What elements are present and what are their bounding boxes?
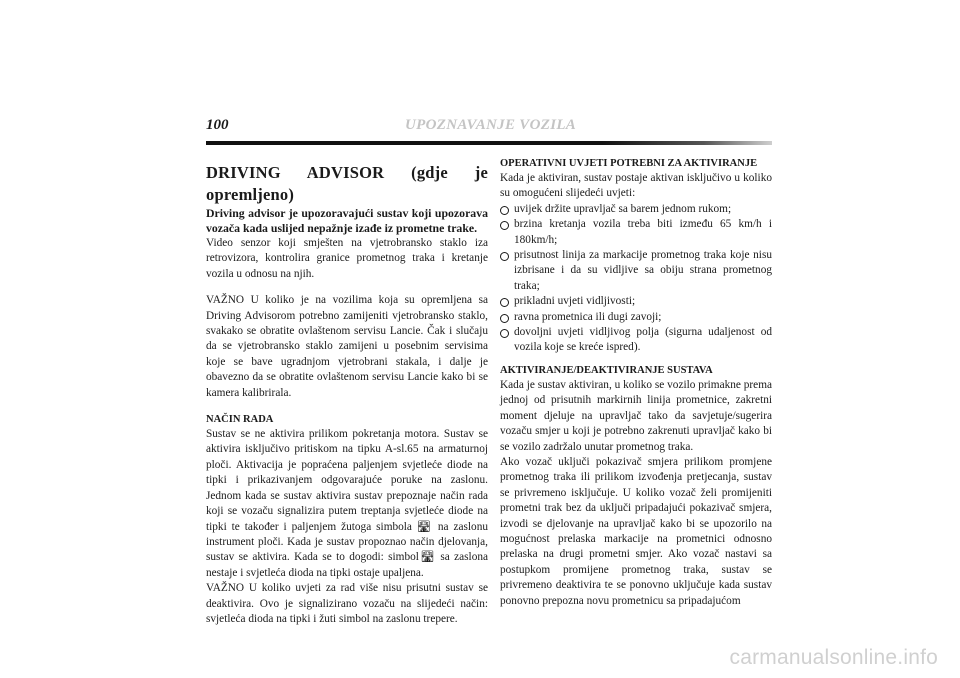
left-column bbox=[206, 162, 488, 627]
bullet-circle-icon bbox=[500, 314, 509, 323]
list-item: brzina kretanja vozila treba biti između 65 km/h i 180km/h; bbox=[500, 217, 772, 248]
right-column bbox=[500, 156, 772, 609]
requirements-intro: Kada je aktiviran, sustav postaje aktivan isključivo u koliko su omogućeni slijedeći uvjeti: bbox=[500, 172, 772, 200]
list-item: uvijek držite upravljač sa barem jednom rukom; bbox=[500, 202, 772, 217]
important-note: VAŽNO U koliko je na vozilima koja su opremljena sa Driving Advisorom potrebno zamijeniti vjetrobransko staklo, svakako se obratite ovlaštenom servisu Lancie. Čak i slučaju da se vjetrobransko staklo zamijeni u posebnim servisima koje se bave ugradnjom vjetrobrani stakala, i dalje je obavezno da se obratite ovlaštenom servisu Lancie kako bi se kamera kalibrirala. bbox=[206, 294, 488, 399]
intro-paragraph: Video senzor koji smješten na vjetrobransko staklo iza retrovizora, kontrolira granice prometnog traka i kretanje vozila u odnosu na njih. bbox=[206, 237, 488, 280]
bullet-circle-icon bbox=[500, 206, 509, 215]
lane-symbol-icon: 🛣︎ bbox=[418, 551, 436, 564]
bullet-circle-icon bbox=[500, 298, 509, 307]
list-item: prisutnost linija za markacije prometnog traka koje nisu izbrisane i da su vidljive sa obiju strana prometnog traka; bbox=[500, 248, 772, 294]
lead-paragraph: Driving advisor je upozoravajući sustav koji upozorava vozača kada uslijed nepažnje izađe iz prometne trake. bbox=[206, 206, 488, 235]
toggle-paragraph-a: Kada je sustav aktiviran, u koliko se vozilo primakne prema jednoj od prisutnih markirnih linija prometnice, zakretni moment djeluje na upravljač tako da savjetuje/sugerira vozaču smjer u koji je potrebno zakrenuti upravljač kako bi se vozilo zadržalo unutar prometnog traka. bbox=[500, 378, 772, 453]
mode-text-a: Sustav se ne aktivira prilikom pokretanja motora. Sustav se aktivira isključivo pritiskom na tipku A-sl.65 na armaturnoj ploči. Aktivacija je popraćena paljenjem svjetleće diode na tipki i prikazivanjem odgovarajuće poruke na zaslonu. Jednom kada se sustav aktivira sustav prepoznaje način rada koji se vozaču signalizira putem treptanja svjetleće diode na tipki te također i paljenjem žutoga simbola bbox=[206, 428, 488, 533]
list-item: ravna prometnica ili dugi zavoji; bbox=[500, 310, 772, 325]
mode-text-c: sa zaslona nestaje i svjetleća dioda na tipki ostaje upaljena. bbox=[206, 551, 489, 579]
watermark: carmanualsonline.info bbox=[729, 646, 938, 669]
mode-heading: NAČIN RADA bbox=[206, 414, 274, 426]
page-number: 100 bbox=[206, 117, 229, 133]
lane-symbol-icon: 🛣︎ bbox=[416, 520, 433, 533]
requirements-list bbox=[500, 202, 772, 356]
toggle-heading: AKTIVIRANJE/DEAKTIVIRANJE SUSTAVA bbox=[500, 364, 713, 376]
mode-text-b: na zaslonu instrument ploči. Kada je sustav propoznao način djelovanja, sustav se aktivira. Kada se to dogodi: simbol bbox=[206, 520, 488, 564]
mode-deactivation-note: VAŽNO U koliko uvjeti za rad više nisu prisutni sustav se deaktivira. Ovo je signalizirano vozaču na slijedeći način: svjetleća dioda na tipki i žuti simbol na zaslonu trepere. bbox=[206, 582, 488, 625]
section-title: UPOZNAVANJE VOZILA bbox=[405, 117, 577, 133]
bullet-circle-icon bbox=[500, 252, 509, 261]
bullet-circle-icon bbox=[500, 329, 509, 338]
requirements-heading: OPERATIVNI UVJETI POTREBNI ZA AKTIVIRANJE bbox=[500, 158, 758, 169]
main-heading: DRIVING ADVISOR (gdje je opremljeno) bbox=[206, 163, 488, 204]
mode-paragraph bbox=[206, 427, 488, 581]
bullet-circle-icon bbox=[500, 221, 509, 230]
toggle-paragraph-b: Ako vozač uključi pokazivač smjera prilikom promjene prometnog traka ili prilikom izvođenja pretjecanja, sustav se privremeno isključuje. U koliko vozač želi promijeniti prometni trak bez da uključi pripadajući pokazivač smjera, izvodi se djelovanje na upravljač kako bi se upozorilo na mogućnost prelaska markacije na prometnici odnosno prelaska na drugi prometni smjer. Ako vozač nastavi sa postupkom promijene prometnog traka, sustav se privremeno deaktivira te se ponovno uključuje kada sustav ponovno prepozna novu prometnicu sa pripadajućom bbox=[500, 455, 772, 607]
list-item: prikladni uvjeti vidljivosti; bbox=[500, 294, 772, 309]
list-item: dovoljni uvjeti vidljivog polja (sigurna udaljenost od vozila koje se kreće ispred). bbox=[500, 325, 772, 356]
header-rule bbox=[206, 141, 772, 145]
